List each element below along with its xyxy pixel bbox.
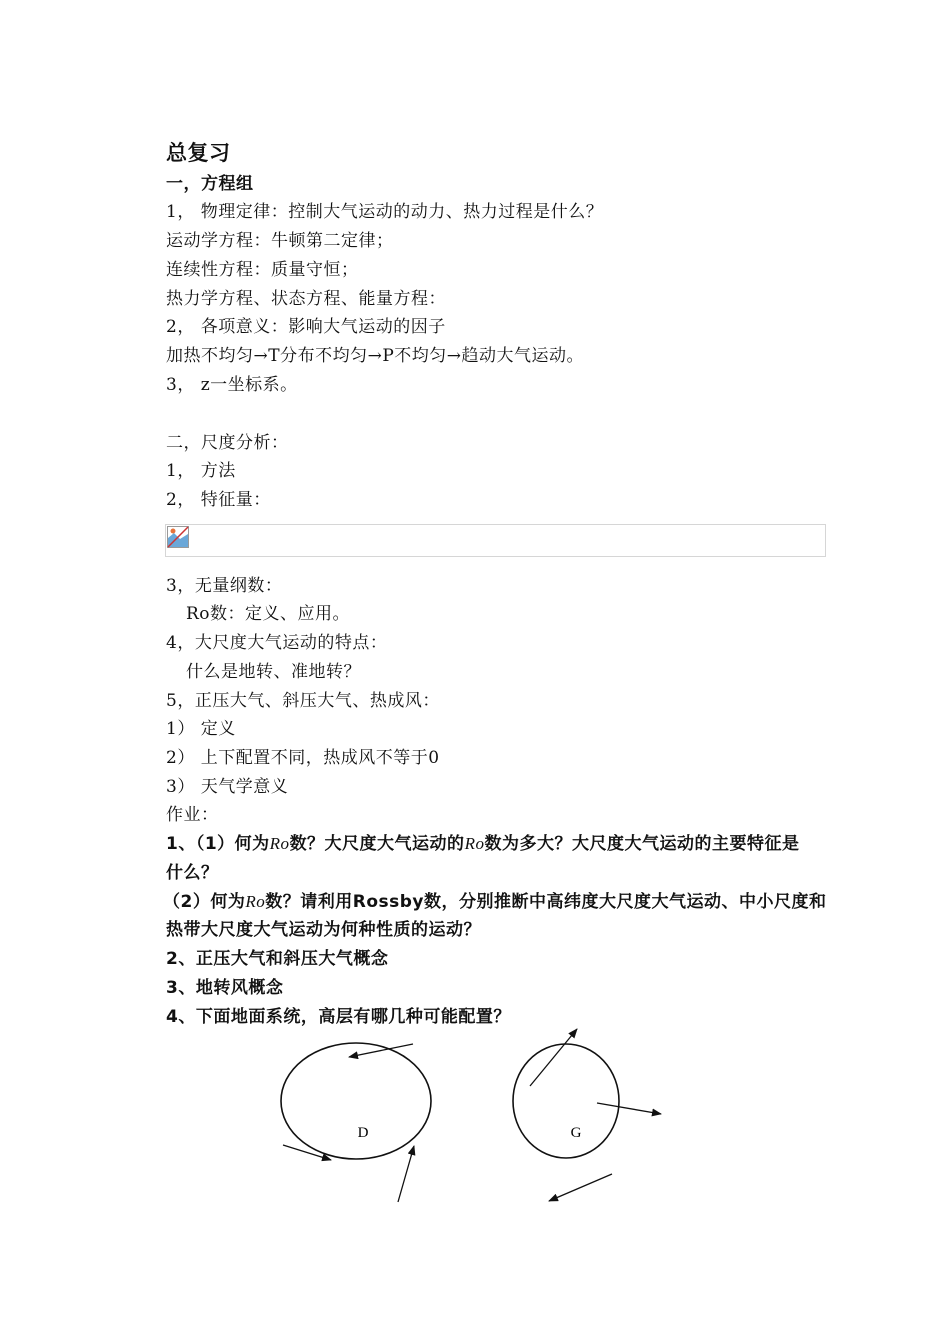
section1-line-4: 热力学方程、状态方程、能量方程： (166, 289, 446, 309)
section1-line-7: 3， z一坐标系。 (166, 375, 298, 395)
arrow-right-bottom (549, 1174, 612, 1201)
q1a-ro-2: Ro (464, 834, 485, 853)
homework-q3: 3、地转风概念 (166, 978, 284, 998)
section1-line-2: 运动学方程：牛顿第二定律； (166, 231, 394, 251)
high-pressure-ellipse (513, 1044, 619, 1158)
homework-q2: 2、正压大气和斜压大气概念 (166, 949, 389, 969)
page-title: 总复习 (166, 141, 231, 165)
homework-q1a-cont: 什么？ (166, 863, 219, 883)
section2-line-7: 5，正压大气、斜压大气、热成风： (166, 691, 440, 711)
section2-line-6: 什么是地转、准地转？ (186, 662, 361, 682)
section2-heading: 二，尺度分析： (166, 433, 289, 453)
arrow-left-bottom-right (398, 1146, 414, 1202)
arrow-right-middle (597, 1103, 661, 1114)
section2-line-3: 3，无量纲数： (166, 576, 283, 596)
homework-q1b-cont: 热带大尺度大气运动为何种性质的运动？ (166, 920, 481, 940)
section2-line-8: 1） 定义 (166, 719, 236, 739)
section2-line-9: 2） 上下配置不同，热成风不等于0 (166, 748, 440, 768)
section2-line-1: 1， 方法 (166, 461, 236, 481)
section2-line-4: Ro数：定义、应用。 (186, 604, 351, 624)
arrow-left-bottom-left (283, 1145, 331, 1160)
q1a-text-2: 数？大尺度大气运动的 (289, 834, 465, 854)
q1a-ro-1: Ro (269, 834, 290, 853)
section1-line-6: 加热不均匀→T分布不均匀→P不均匀→趋动大气运动。 (166, 346, 585, 366)
section1-line-5: 2， 各项意义：影响大气运动的因子 (166, 317, 446, 337)
section1-heading: 一，方程组 (166, 174, 254, 194)
section2-line-5: 4，大尺度大气运动的特点： (166, 633, 388, 653)
section1-line-1: 1， 物理定律：控制大气运动的动力、热力过程是什么？ (166, 202, 604, 222)
arrow-right-top (530, 1029, 577, 1086)
high-pressure-label: G (570, 1125, 582, 1141)
section1-line-3: 连续性方程：质量守恒； (166, 260, 359, 280)
section2-line-2: 2， 特征量： (166, 490, 271, 510)
q1b-text-1: （2）何为 (163, 892, 246, 912)
q1a-text-3: 数为多大？大尺度大气运动的主要特征是 (484, 834, 800, 854)
q1b-text-2: 数？请利用Rossby数，分别推断中高纬度大尺度大气运动、中小尺度和 (265, 892, 827, 912)
homework-q4: 4、下面地面系统，高层有哪几种可能配置？ (166, 1007, 511, 1027)
homework-label: 作业： (166, 805, 219, 825)
section2-line-10: 3） 天气学意义 (166, 777, 289, 797)
q1b-ro: Ro (245, 892, 266, 911)
low-pressure-ellipse (281, 1043, 431, 1159)
low-pressure-label: D (357, 1125, 369, 1141)
q1a-text-1: 1、（1）何为 (166, 834, 270, 854)
